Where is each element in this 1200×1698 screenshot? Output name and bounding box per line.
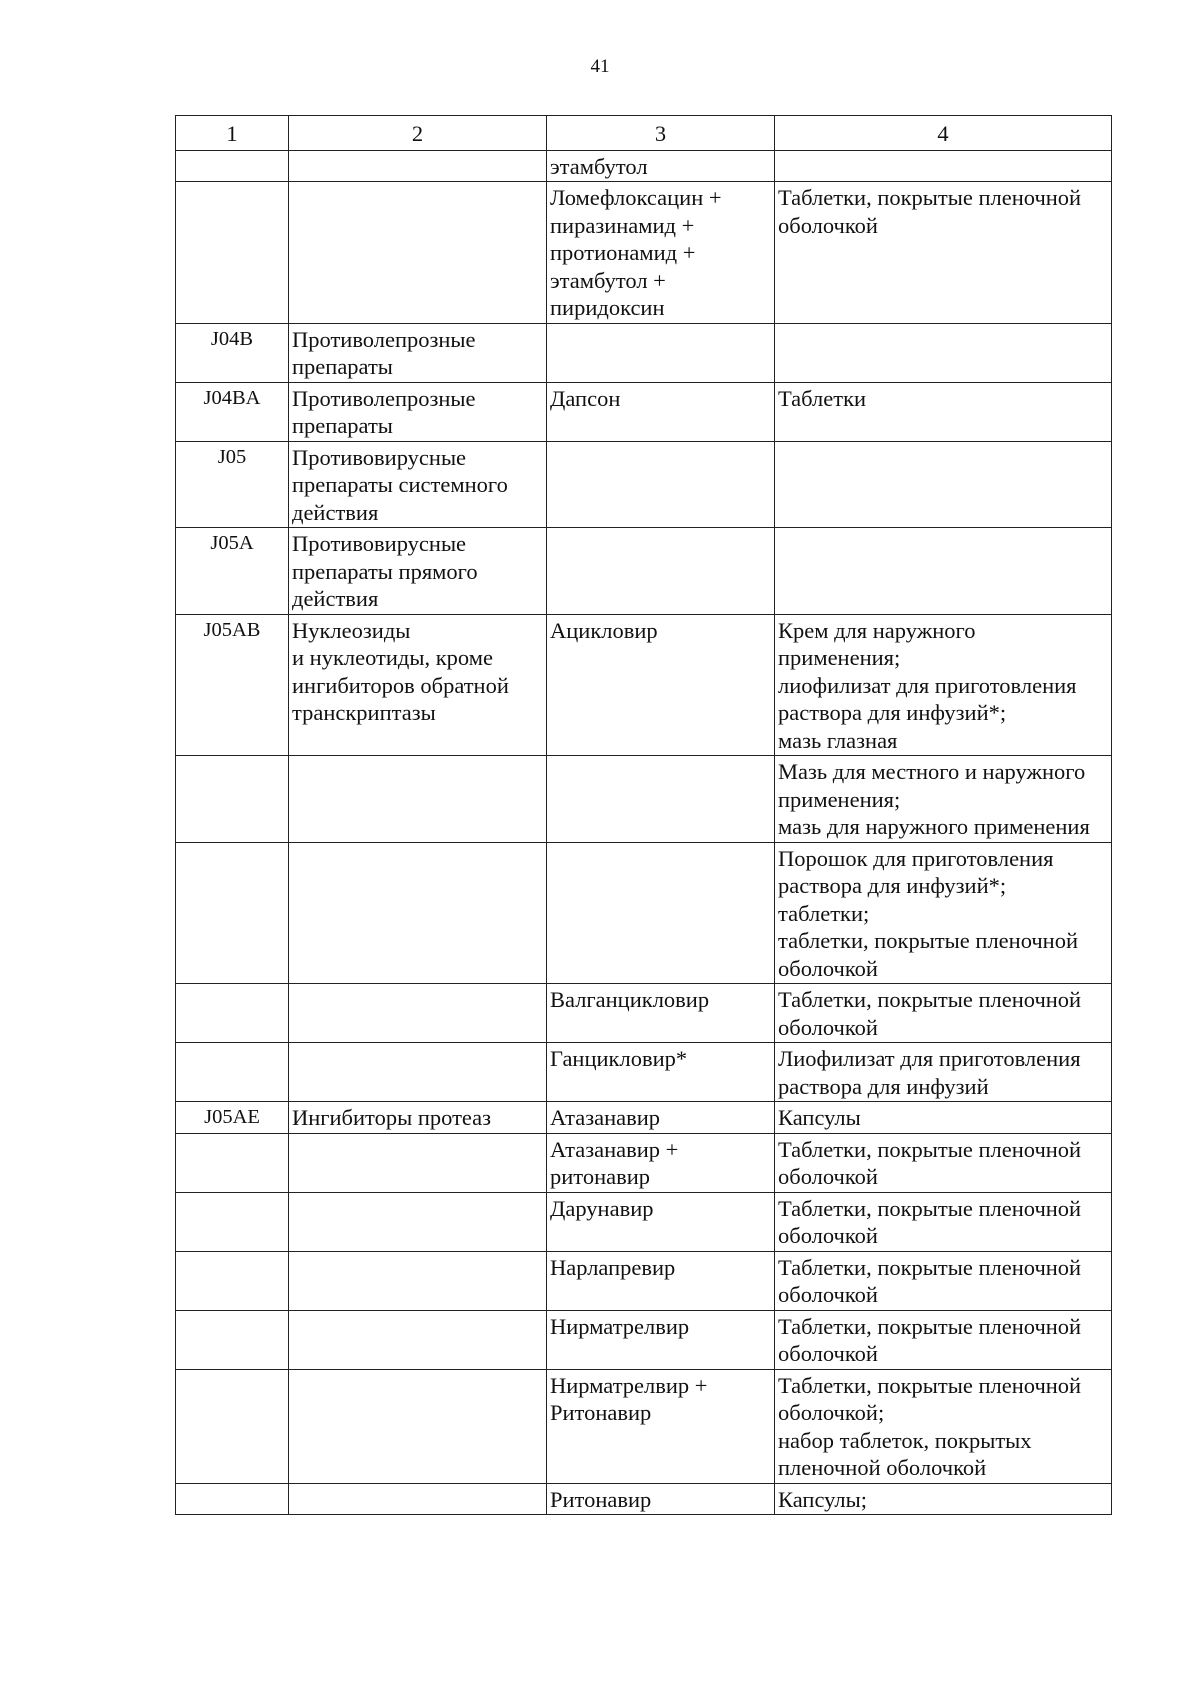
atc-code-cell — [176, 1251, 289, 1310]
group-name-cell: Противовирусные препараты системного действия — [289, 441, 547, 528]
dosage-form-cell: Крем для наружного применения; лиофилизат для приготовления раствора для инфузий*; мазь глазная — [775, 614, 1112, 756]
drug-name-cell: Ломефлоксацин + пиразинамид + протионамид + этамбутол + пиридоксин — [547, 182, 775, 324]
atc-code-cell: J04B — [176, 323, 289, 382]
dosage-form-cell: Таблетки, покрытые пленочной оболочкой — [775, 1310, 1112, 1369]
group-name-cell — [289, 1133, 547, 1192]
group-name-cell — [289, 984, 547, 1043]
table-row — [176, 984, 1112, 1043]
drug-name-cell: этамбутол — [547, 150, 775, 182]
dosage-form-cell: Мазь для местного и наружного применения; мазь для наружного применения — [775, 756, 1112, 843]
group-name-cell — [289, 1369, 547, 1483]
atc-code-cell — [176, 842, 289, 984]
dosage-form-cell: Таблетки — [775, 382, 1112, 441]
dosage-form-cell: Лиофилизат для приготовления раствора для инфузий — [775, 1043, 1112, 1102]
table-row — [176, 842, 1112, 984]
dosage-form-cell: Капсулы — [775, 1102, 1112, 1134]
atc-code-cell — [176, 1483, 289, 1515]
table-row — [176, 182, 1112, 324]
atc-code-cell: J04BA — [176, 382, 289, 441]
atc-code-cell — [176, 150, 289, 182]
table-row — [176, 1192, 1112, 1251]
group-name-cell: Нуклеозиды и нуклеотиды, кроме ингибиторов обратной транскриптазы — [289, 614, 547, 756]
drug-name-cell: Ацикловир — [547, 614, 775, 756]
group-name-cell — [289, 1043, 547, 1102]
dosage-form-cell: Таблетки, покрытые пленочной оболочкой — [775, 1133, 1112, 1192]
drug-name-cell — [547, 842, 775, 984]
dosage-form-cell: Таблетки, покрытые пленочной оболочкой — [775, 1192, 1112, 1251]
drug-name-cell — [547, 323, 775, 382]
atc-code-cell — [176, 182, 289, 324]
table-row — [176, 1310, 1112, 1369]
table-row — [176, 1133, 1112, 1192]
dosage-form-cell — [775, 150, 1112, 182]
drug-name-cell: Ритонавир — [547, 1483, 775, 1515]
drug-name-cell: Валганцикловир — [547, 984, 775, 1043]
table-body — [176, 150, 1112, 1515]
group-name-cell — [289, 1310, 547, 1369]
dosage-form-cell — [775, 323, 1112, 382]
drug-name-cell: Нарлапревир — [547, 1251, 775, 1310]
dosage-form-cell: Капсулы; — [775, 1483, 1112, 1515]
group-name-cell: Противолепрозные препараты — [289, 323, 547, 382]
drug-name-cell: Нирматрелвир — [547, 1310, 775, 1369]
group-name-cell: Противолепрозные препараты — [289, 382, 547, 441]
atc-code-cell — [176, 1133, 289, 1192]
atc-code-cell — [176, 1310, 289, 1369]
group-name-cell — [289, 1251, 547, 1310]
table-row — [176, 528, 1112, 615]
dosage-form-cell: Таблетки, покрытые пленочной оболочкой — [775, 1251, 1112, 1310]
dosage-form-cell — [775, 441, 1112, 528]
atc-code-cell: J05 — [176, 441, 289, 528]
dosage-form-cell: Порошок для приготовления раствора для инфузий*; таблетки; таблетки, покрытые пленочной оболочкой — [775, 842, 1112, 984]
atc-code-cell: J05A — [176, 528, 289, 615]
drug-name-cell — [547, 756, 775, 843]
drug-name-cell — [547, 528, 775, 615]
table-row — [176, 382, 1112, 441]
drug-table — [175, 115, 1112, 1515]
dosage-form-cell — [775, 528, 1112, 615]
group-name-cell — [289, 756, 547, 843]
atc-code-cell — [176, 756, 289, 843]
drug-name-cell: Нирматрелвир + Ритонавир — [547, 1369, 775, 1483]
table-row — [176, 1483, 1112, 1515]
group-name-cell — [289, 150, 547, 182]
group-name-cell — [289, 1192, 547, 1251]
atc-code-cell — [176, 1192, 289, 1251]
drug-name-cell: Дарунавир — [547, 1192, 775, 1251]
header-col-1: 1 — [176, 116, 289, 151]
drug-name-cell: Атазанавир + ритонавир — [547, 1133, 775, 1192]
group-name-cell — [289, 842, 547, 984]
table-row — [176, 1369, 1112, 1483]
atc-code-cell — [176, 1369, 289, 1483]
header-col-4: 4 — [775, 116, 1112, 151]
atc-code-cell — [176, 1043, 289, 1102]
table-row — [176, 614, 1112, 756]
table-row — [176, 150, 1112, 182]
table-row — [176, 756, 1112, 843]
dosage-form-cell: Таблетки, покрытые пленочной оболочкой; набор таблеток, покрытых пленочной оболочкой — [775, 1369, 1112, 1483]
header-col-2: 2 — [289, 116, 547, 151]
drug-name-cell — [547, 441, 775, 528]
header-col-3: 3 — [547, 116, 775, 151]
table-row — [176, 1043, 1112, 1102]
atc-code-cell — [176, 984, 289, 1043]
group-name-cell — [289, 1483, 547, 1515]
dosage-form-cell: Таблетки, покрытые пленочной оболочкой — [775, 182, 1112, 324]
table-header-row — [176, 116, 1112, 151]
dosage-form-cell: Таблетки, покрытые пленочной оболочкой — [775, 984, 1112, 1043]
drug-name-cell: Атазанавир — [547, 1102, 775, 1134]
drug-name-cell: Ганцикловир* — [547, 1043, 775, 1102]
atc-code-cell: J05AB — [176, 614, 289, 756]
page-number: 41 — [590, 56, 610, 77]
group-name-cell — [289, 182, 547, 324]
table-row — [176, 1251, 1112, 1310]
table-row — [176, 1102, 1112, 1134]
atc-code-cell: J05AE — [176, 1102, 289, 1134]
drug-name-cell: Дапсон — [547, 382, 775, 441]
group-name-cell: Противовирусные препараты прямого действия — [289, 528, 547, 615]
table-row — [176, 323, 1112, 382]
group-name-cell: Ингибиторы протеаз — [289, 1102, 547, 1134]
table-row — [176, 441, 1112, 528]
